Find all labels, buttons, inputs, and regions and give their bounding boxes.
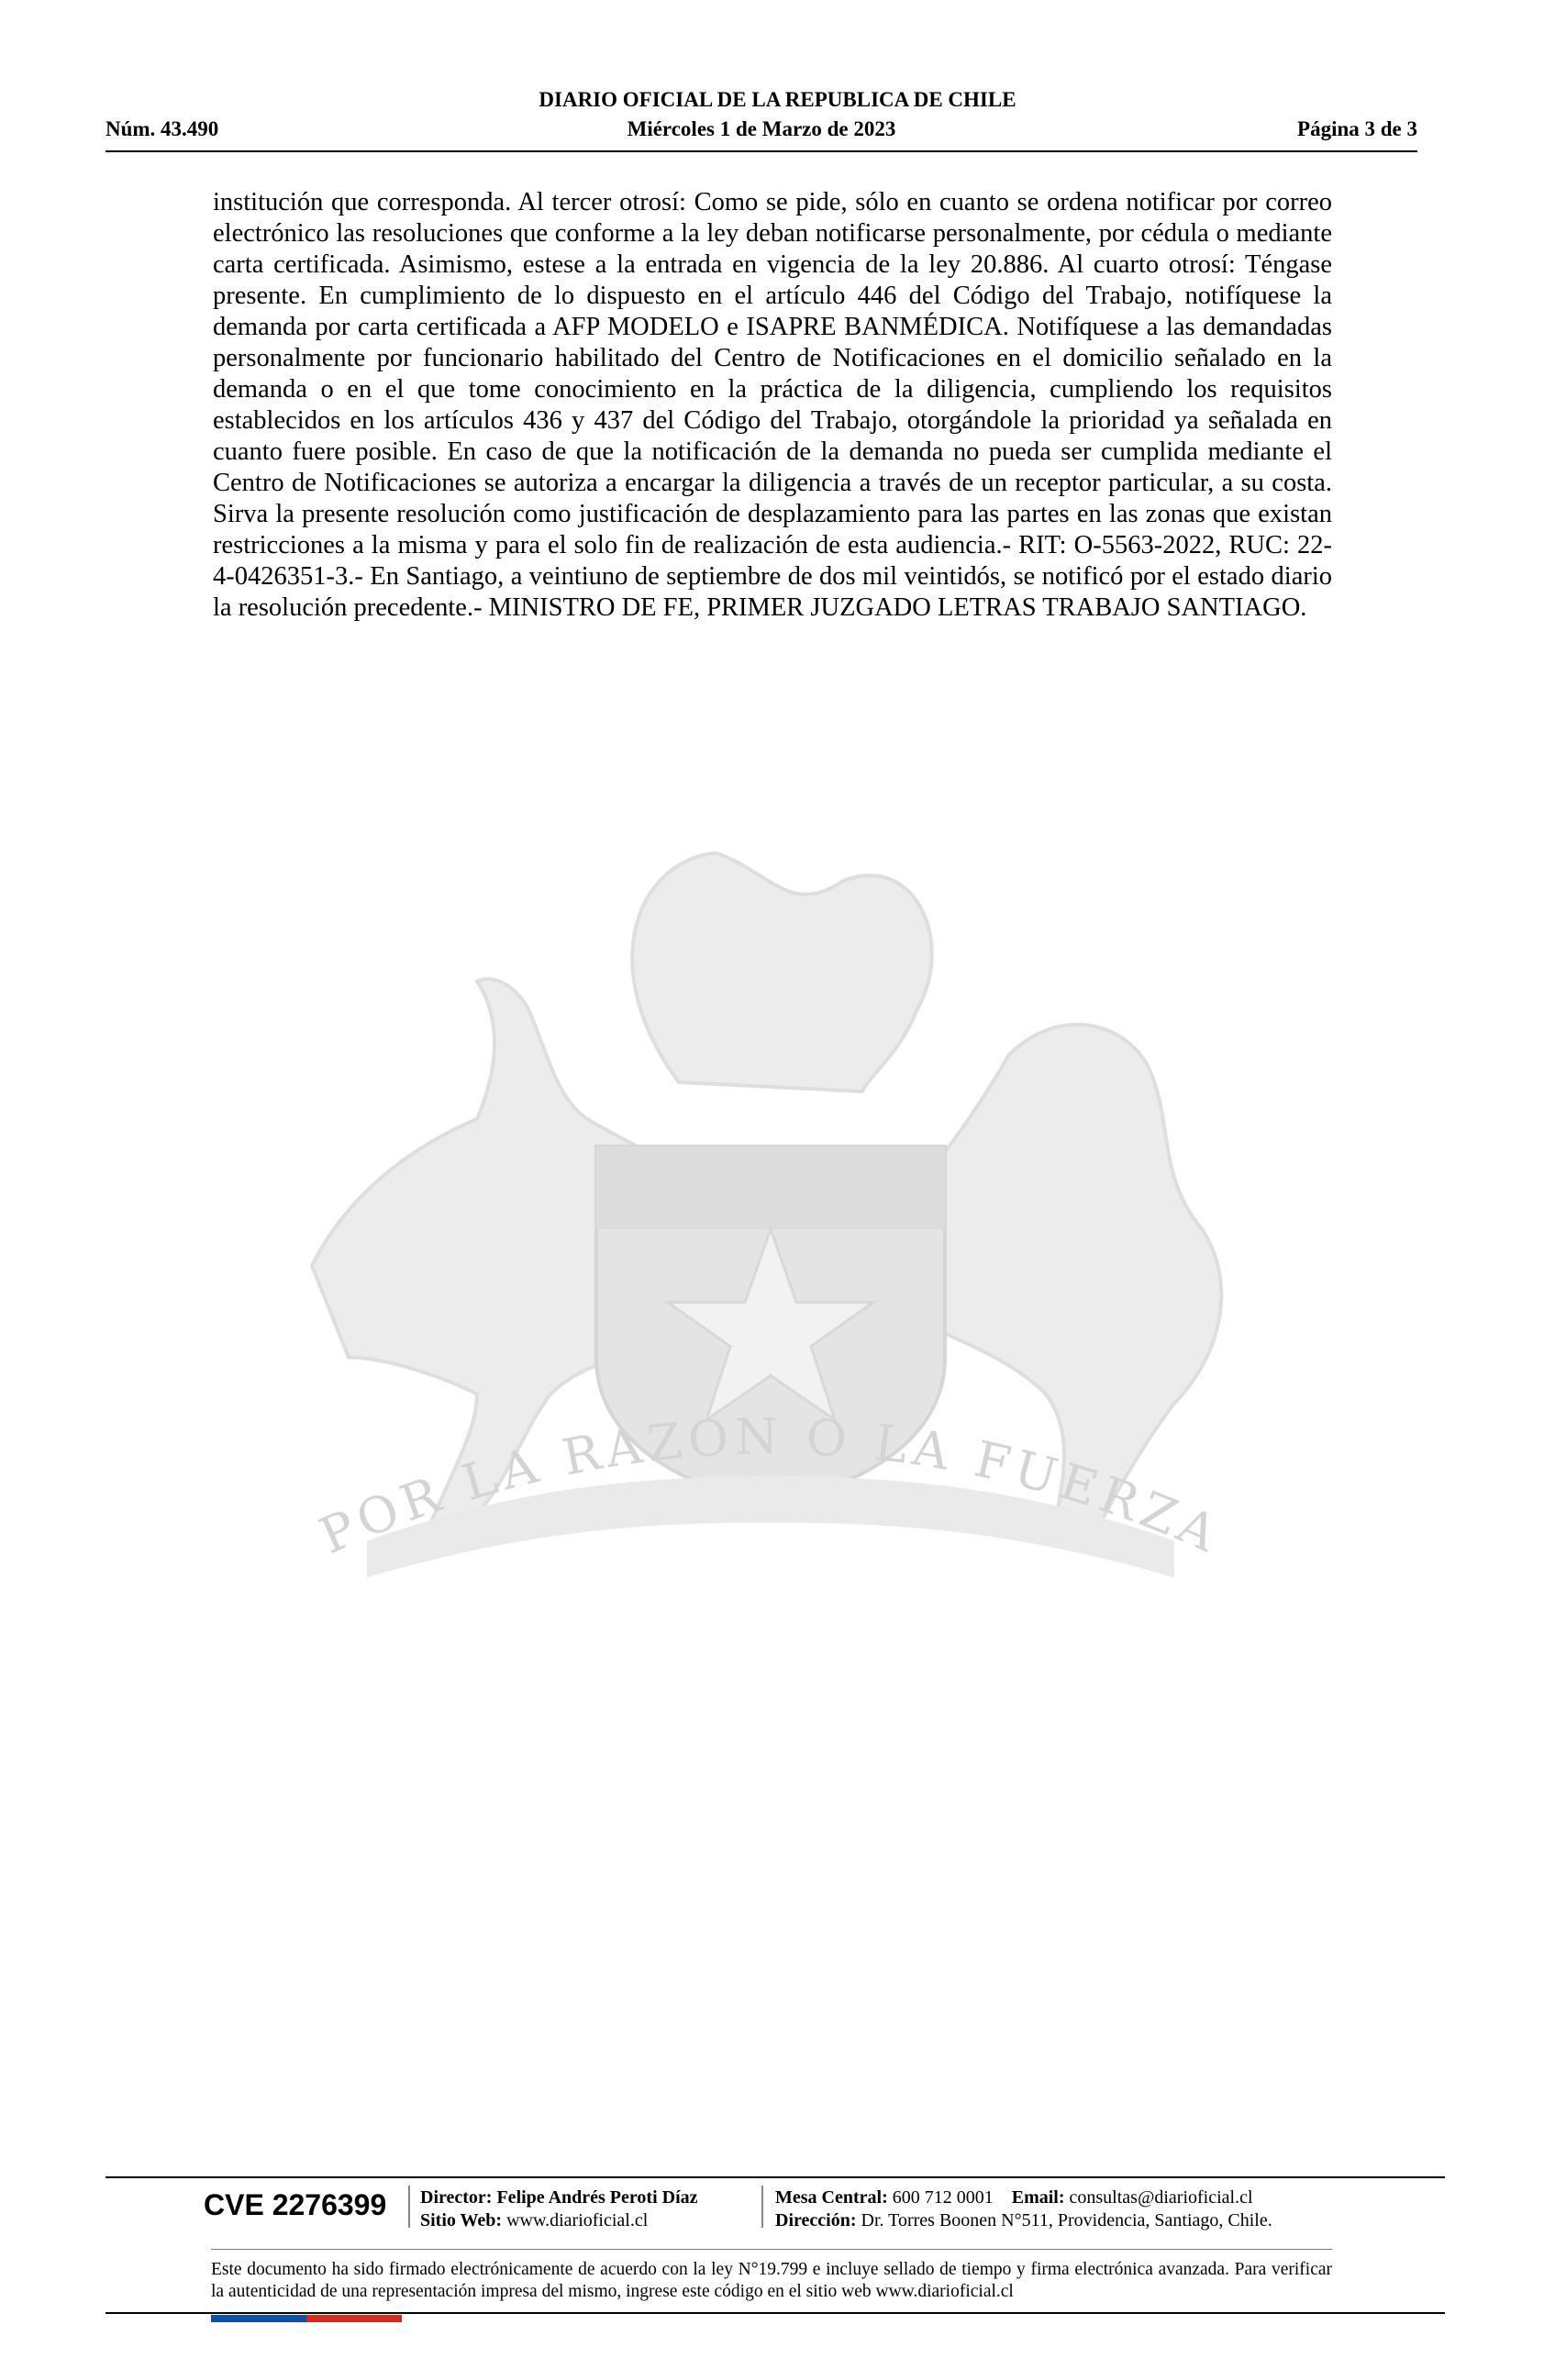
director-line <box>420 2186 698 2209</box>
email-link[interactable]: consultas@diarioficial.cl <box>1069 2187 1253 2208</box>
director-label: Director: <box>420 2187 493 2208</box>
address-value: Dr. Torres Boonen N°511, Providencia, Santiago, Chile. <box>861 2210 1272 2231</box>
cve-code: CVE 2276399 <box>204 2188 387 2221</box>
director-name: Felipe Andrés Peroti Díaz <box>496 2187 698 2208</box>
body-paragraph: institución que corresponda. Al tercer otrosí: Como se pide, sólo en cuanto se ordena notificar por correo electrónico las resoluciones que conforme a la ley deban notificarse personalmente, por cédula o mediante carta certificada. Asimismo, estese a la entrada en vigencia de la ley 20.886. Al cuarto otrosí: Téngase presente. En cumplimiento de lo dispuesto en el artículo 446 del Código del Trabajo, notifíquese la demanda por carta certificada a AFP MODELO e ISAPRE BANMÉDICA. Notifíquese a las demandadas personalmente por funcionario habilitado del Centro de Notificaciones en el domicilio señalado en la demanda o en el que tome conocimiento en la práctica de la diligencia, cumpliendo los requisitos establecidos en los artículos 436 y 437 del Código del Trabajo, otorgándole la prioridad ya señalada en cuanto fuere posible. En caso de que la notificación de la demanda no pueda ser cumplida mediante el Centro de Notificaciones se autoriza a encargar la diligencia a través de un receptor particular, a su costa. Sirva la presente resolución como justificación de desplazamiento para las partes en las zonas que existan restricciones a la misma y para el solo fin de realización de esta audiencia.- RIT: O-5563-2022, RUC: 22-4-0426351-3.- En Santiago, a veintiuno de septiembre de dos mil veintidós, se notificó por el estado diario la resolución precedente.- MINISTRO DE FE, PRIMER JUZGADO LETRAS TRABAJO SANTIAGO. <box>213 188 1332 622</box>
newspaper-title: DIARIO OFICIAL DE LA REPUBLICA DE CHILE <box>539 88 1016 111</box>
footer-inner-divider <box>211 2249 1332 2250</box>
footer-top-divider <box>106 2176 1445 2178</box>
address-line <box>775 2209 1272 2232</box>
page-indicator: Página 3 de 3 <box>1297 117 1417 140</box>
footer-separator <box>408 2186 410 2228</box>
footer-separator <box>761 2186 763 2228</box>
email-label: Email: <box>1011 2187 1065 2208</box>
flag-blue-segment <box>211 2315 306 2322</box>
footer-bottom-divider <box>106 2312 1445 2314</box>
flag-red-segment <box>306 2315 402 2322</box>
flag-stripe <box>211 2315 402 2322</box>
header-divider <box>106 150 1417 152</box>
footer-contact-block <box>775 2186 1272 2232</box>
contact-line <box>775 2186 1272 2209</box>
mesa-value: 600 712 0001 <box>892 2187 994 2208</box>
address-label: Dirección: <box>775 2210 857 2231</box>
header-row <box>106 117 1417 145</box>
issue-date: Miércoles 1 de Marzo de 2023 <box>627 117 896 140</box>
coat-of-arms-watermark <box>202 844 1339 1651</box>
mesa-label: Mesa Central: <box>775 2187 888 2208</box>
website-line <box>420 2209 698 2232</box>
seal-motto: POR LA RAZON O LA FUERZA <box>311 1407 1230 1566</box>
website-label: Sitio Web: <box>420 2210 503 2231</box>
issue-number: Núm. 43.490 <box>106 117 219 140</box>
website-link[interactable]: www.diarioficial.cl <box>506 2210 649 2231</box>
signature-note: Este documento ha sido firmado electrónicamente de acuerdo con la ley N°19.799 e incluye sellado de tiempo y firma electrónica avanzada. Para verificar la autenticidad de una representación impresa del mismo, ingrese este código en el sitio web www.diarioficial.cl <box>211 2260 1332 2301</box>
footer-director-block <box>420 2186 698 2232</box>
